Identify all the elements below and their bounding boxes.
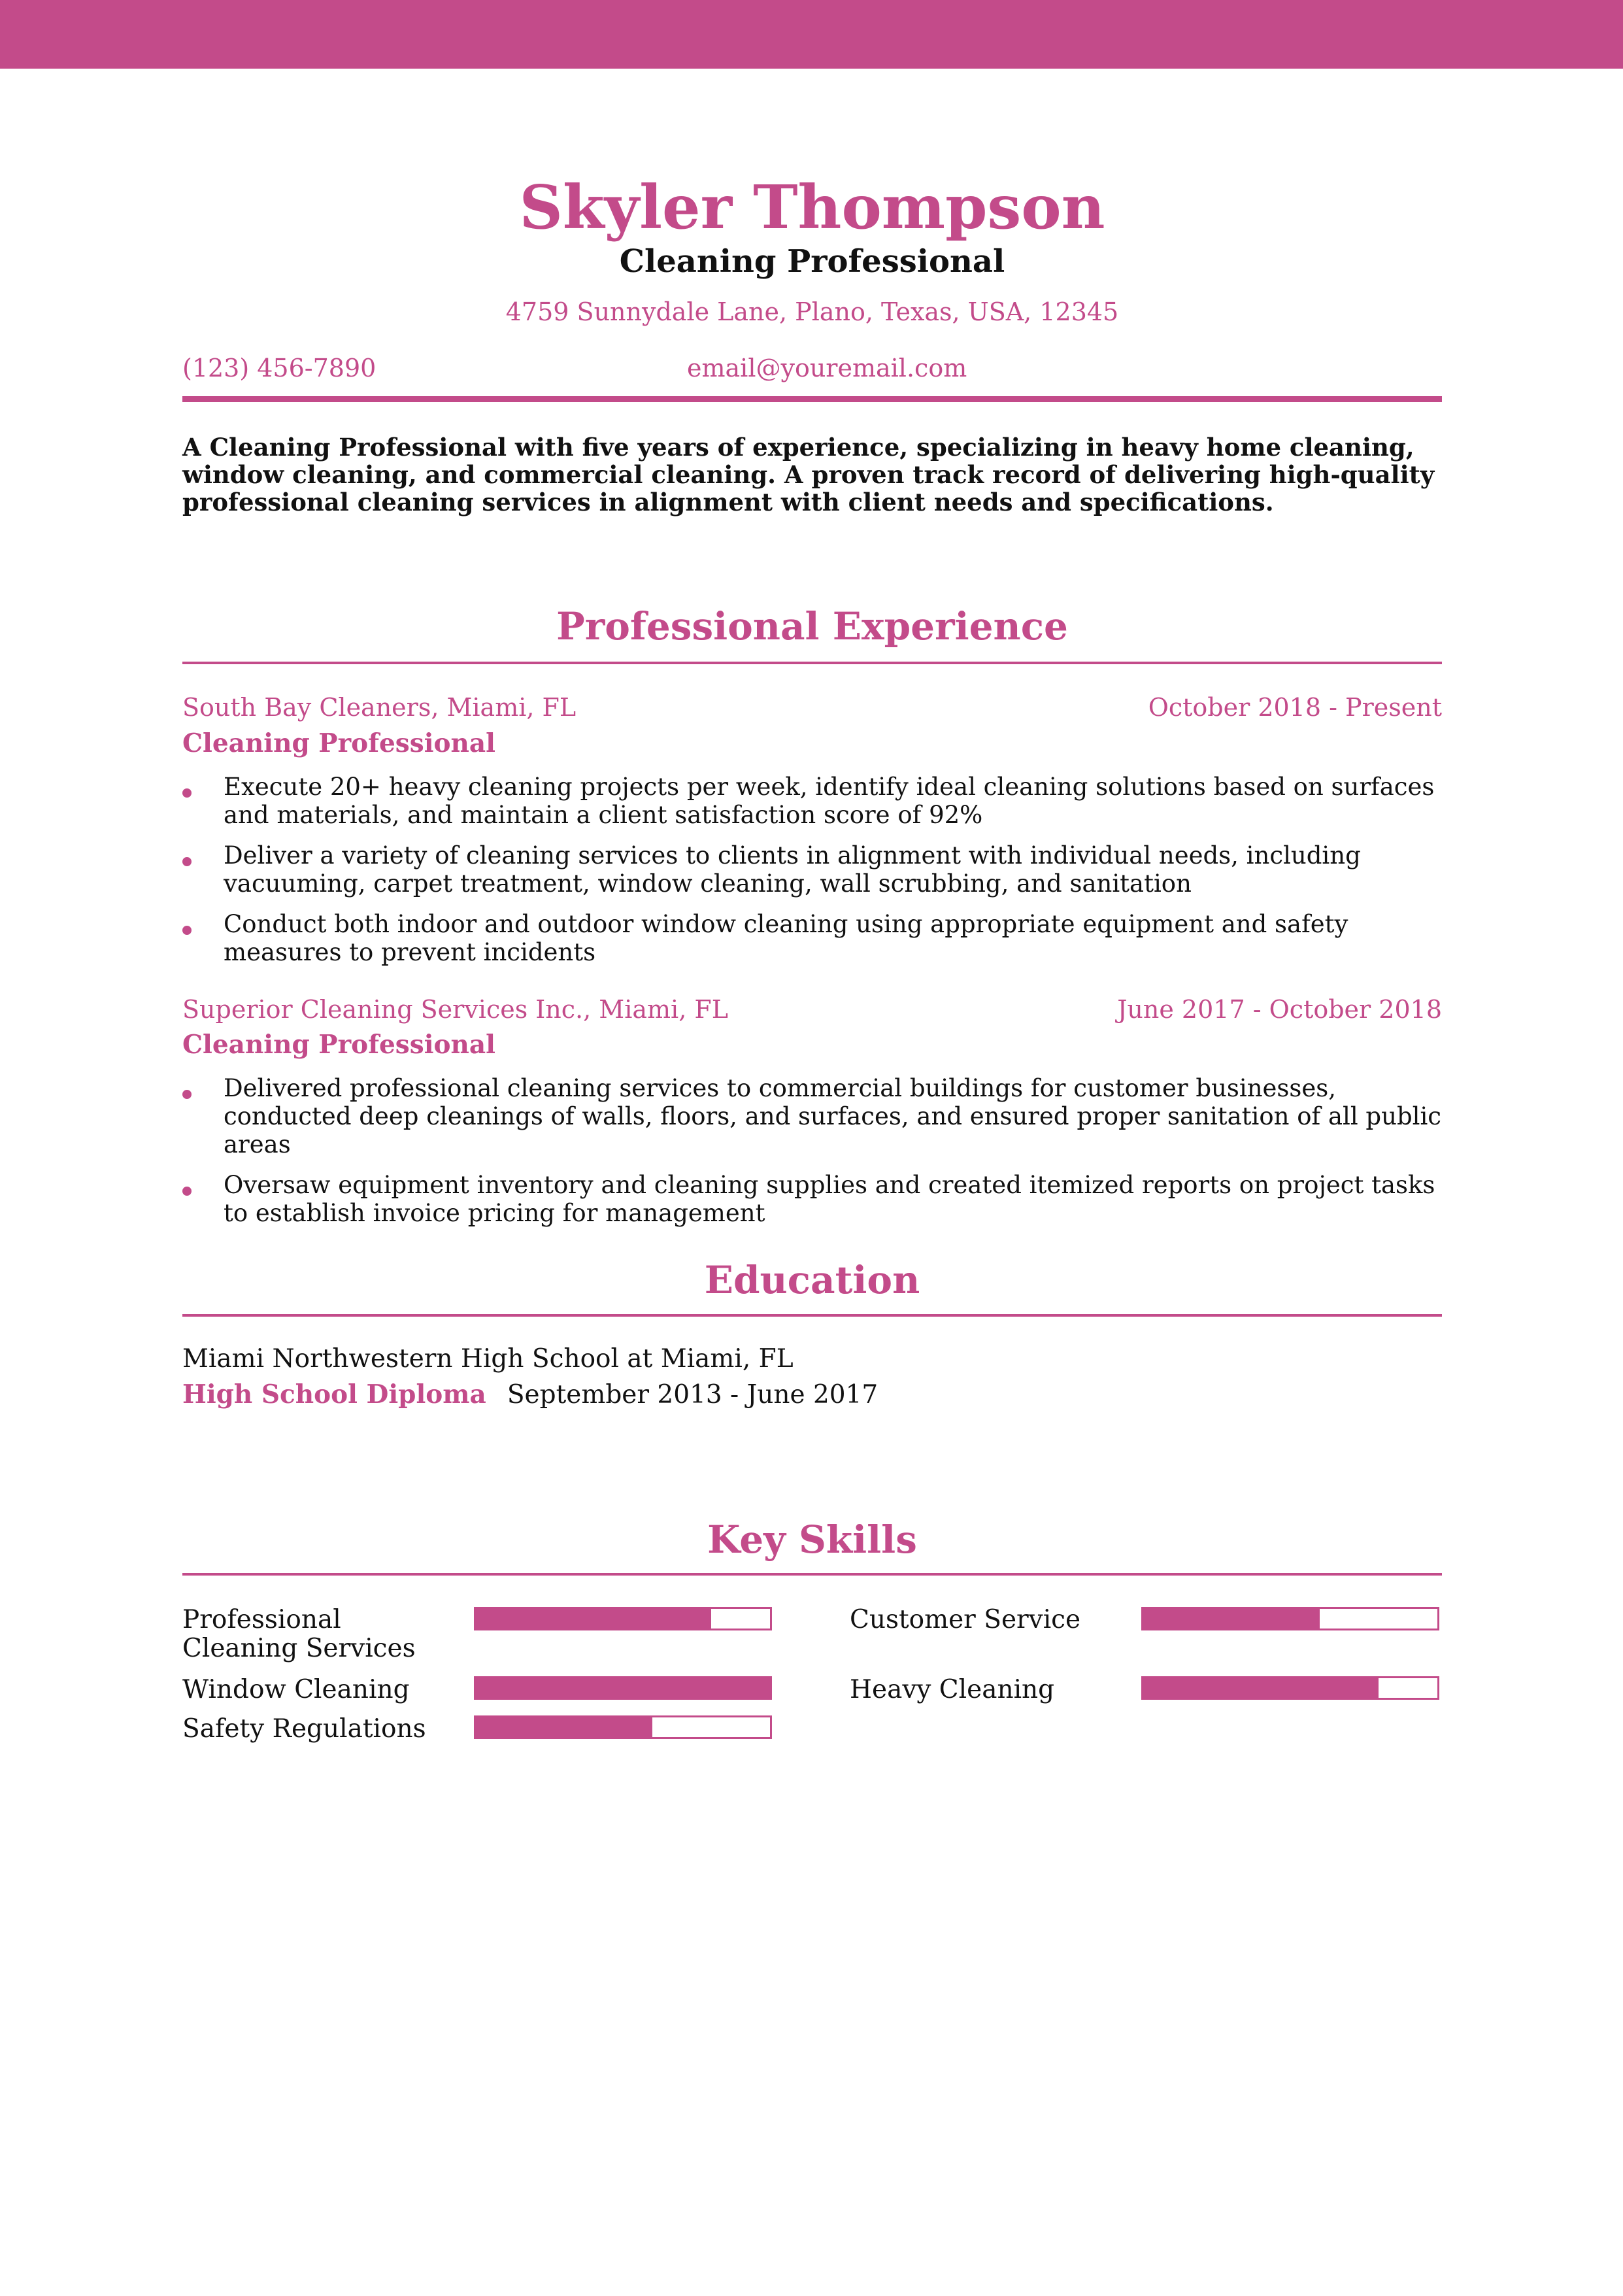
bullet-dot-icon bbox=[182, 926, 192, 935]
bullet-dot-icon bbox=[182, 857, 192, 866]
experience-heading: Professional Experience bbox=[556, 604, 1068, 649]
bullet-text: Delivered professional cleaning services to commercial buildings for customer businesses, conducted deep cleanings of walls, floors, and surfaces, and ensured proper sanitation of all public areas bbox=[224, 1074, 1442, 1158]
job-bullet bbox=[182, 773, 1442, 829]
job-title: Cleaning Professional bbox=[182, 1030, 495, 1060]
job-bullet bbox=[182, 841, 1442, 898]
skill-level-bar bbox=[474, 1607, 772, 1630]
candidate-name: Skyler Thompson bbox=[519, 172, 1105, 243]
bullet-dot-icon bbox=[182, 1187, 192, 1196]
job-title: Cleaning Professional bbox=[182, 728, 495, 758]
job-bullet bbox=[182, 1171, 1442, 1227]
candidate-headline: Cleaning Professional bbox=[619, 243, 1005, 280]
education-dates: September 2013 - June 2017 bbox=[507, 1380, 878, 1410]
experience-divider bbox=[182, 662, 1442, 664]
candidate-address: 4759 Sunnydale Lane, Plano, Texas, USA, 12345 bbox=[505, 297, 1119, 326]
top-accent-bar bbox=[0, 0, 1623, 69]
skill-label: Heavy Cleaning bbox=[850, 1675, 1055, 1704]
header-divider bbox=[182, 396, 1442, 402]
education-divider bbox=[182, 1314, 1442, 1317]
skills-heading: Key Skills bbox=[707, 1517, 917, 1562]
bullet-dot-icon bbox=[182, 1090, 192, 1099]
job-dates: October 2018 - Present bbox=[1148, 693, 1442, 722]
skill-label: Safety Regulations bbox=[182, 1714, 426, 1744]
job-bullet bbox=[182, 1074, 1442, 1158]
skill-level-fill bbox=[476, 1609, 711, 1629]
skill-level-fill bbox=[1143, 1678, 1379, 1698]
bullet-text: Execute 20+ heavy cleaning projects per week, identify ideal cleaning solutions based on surfaces and materials, and maintain a client satisfaction score of 92% bbox=[224, 773, 1435, 829]
phone-number: (123) 456-7890 bbox=[182, 354, 376, 382]
education-school: Miami Northwestern High School at Miami, FL bbox=[182, 1344, 794, 1374]
profile-summary: A Cleaning Professional with five years of experience, specializing in heavy home cleaning, window cleaning, and commercial cleaning. A proven track record of delivering high-quality professional cleaning services in alignment with client needs and specifications. bbox=[182, 433, 1435, 516]
skill-label: Customer Service bbox=[850, 1605, 1081, 1634]
skill-level-bar bbox=[474, 1676, 772, 1700]
skill-label: Window Cleaning bbox=[182, 1675, 410, 1704]
job-company: Superior Cleaning Services Inc., Miami, FL bbox=[182, 995, 728, 1024]
skills-divider bbox=[182, 1573, 1442, 1576]
bullet-text: Oversaw equipment inventory and cleaning supplies and created itemized reports on project tasks to establish invoice pricing for management bbox=[224, 1171, 1435, 1227]
skill-level-fill bbox=[1143, 1609, 1320, 1629]
skill-level-fill bbox=[476, 1717, 652, 1737]
job-dates: June 2017 - October 2018 bbox=[1117, 995, 1442, 1024]
job-bullets bbox=[182, 1074, 1442, 1240]
skill-level-fill bbox=[476, 1678, 770, 1698]
skill-level-bar bbox=[474, 1715, 772, 1739]
job-bullet bbox=[182, 910, 1442, 966]
bullet-text: Deliver a variety of cleaning services to clients in alignment with individual needs, including vacuuming, carpet treatment, window cleaning, wall scrubbing, and sanitation bbox=[224, 841, 1361, 898]
job-bullets bbox=[182, 773, 1442, 979]
bullet-dot-icon bbox=[182, 788, 192, 798]
skill-level-bar bbox=[1141, 1676, 1439, 1700]
job-company: South Bay Cleaners, Miami, FL bbox=[182, 693, 577, 722]
email-address[interactable]: email@youremail.com bbox=[687, 354, 967, 382]
contact-row bbox=[182, 352, 1442, 384]
skill-label: Professional Cleaning Services bbox=[182, 1605, 416, 1663]
education-heading: Education bbox=[704, 1258, 920, 1302]
education-details bbox=[182, 1379, 878, 1411]
bullet-text: Conduct both indoor and outdoor window cleaning using appropriate equipment and safety measures to prevent incidents bbox=[224, 910, 1348, 966]
education-degree: High School Diploma bbox=[182, 1379, 486, 1410]
skill-level-bar bbox=[1141, 1607, 1439, 1630]
